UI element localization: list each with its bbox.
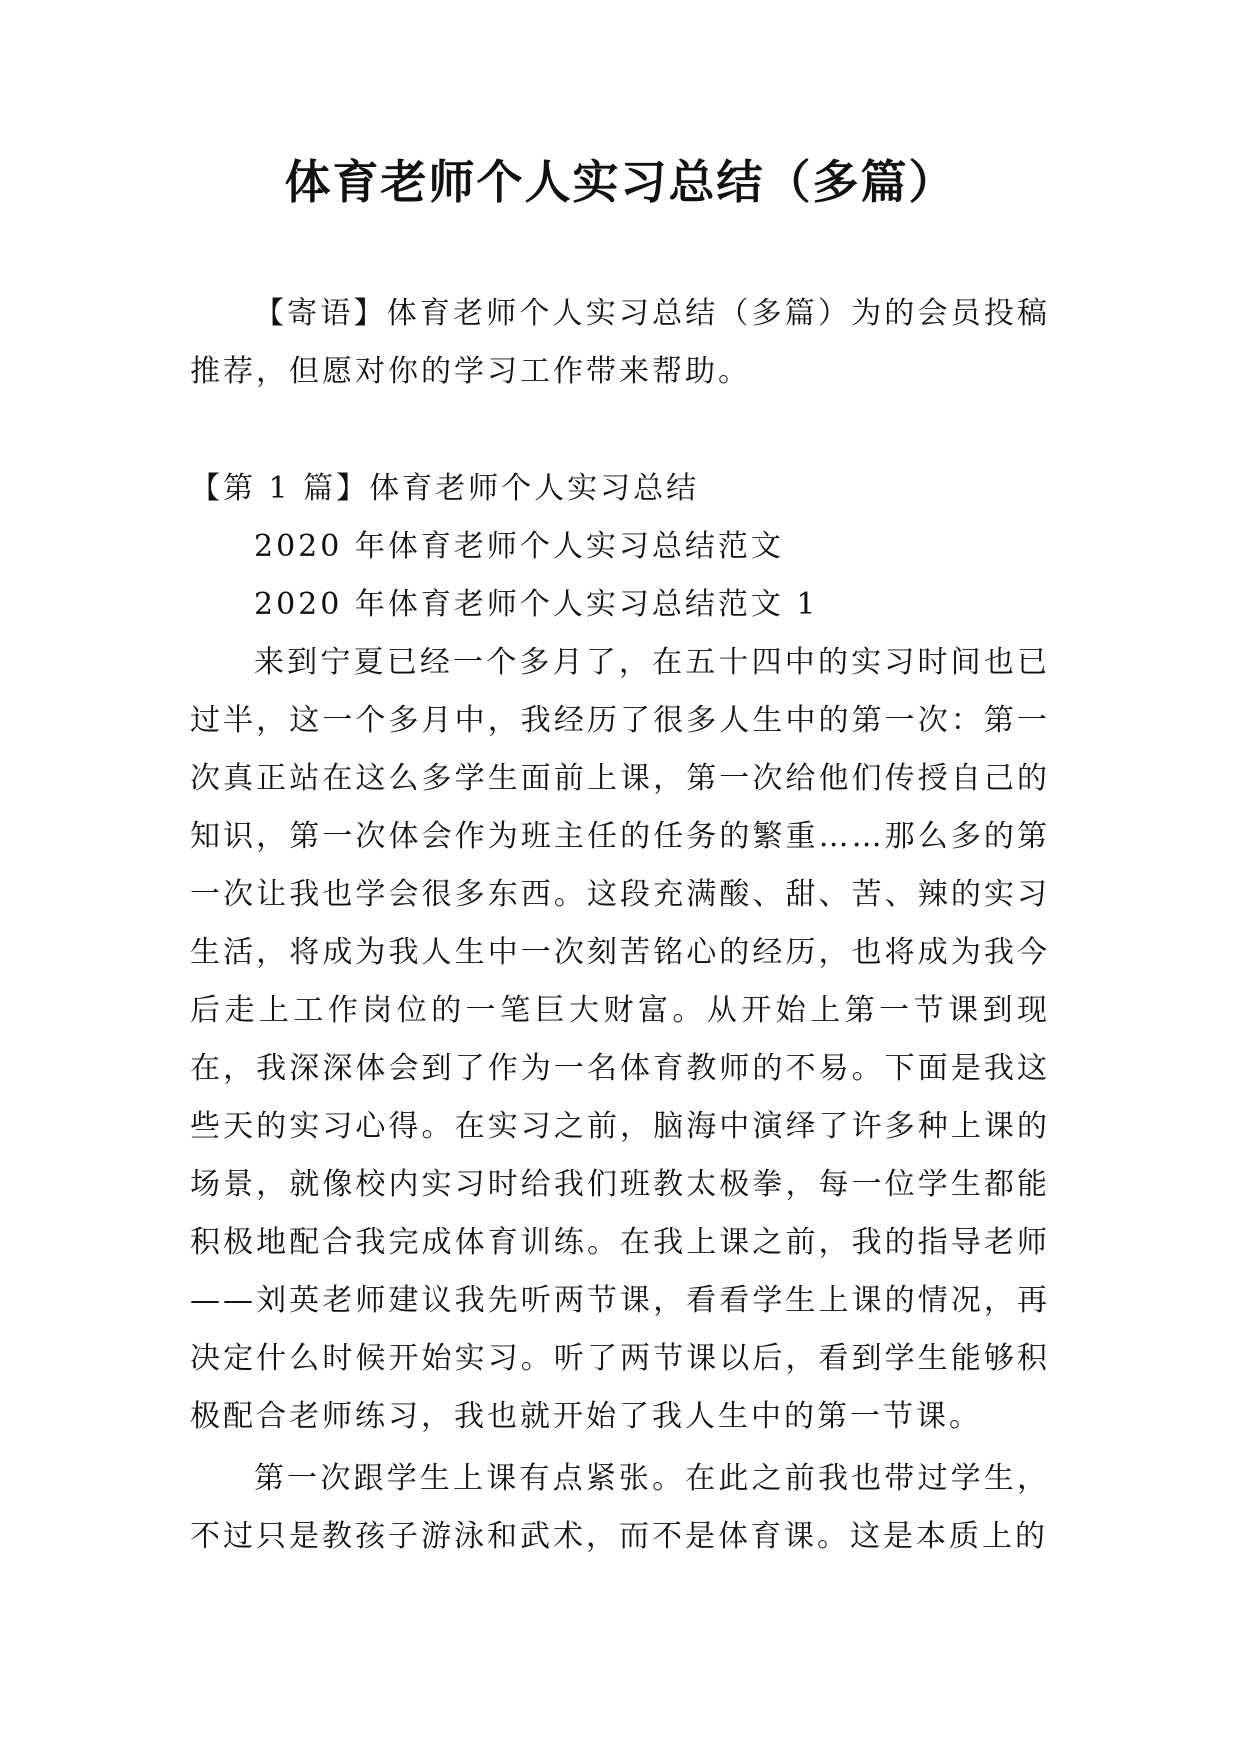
body-paragraph-2: 第一次跟学生上课有点紧张。在此之前我也带过学生，不过只是教孩子游泳和武术，而不是体育课。这是本质上的: [190, 1461, 1050, 1554]
subheading-2: 2020 年体育老师个人实习总结范文 1: [254, 587, 819, 622]
section-heading: 【第 1 篇】体育老师个人实习总结: [190, 471, 700, 506]
subheading-1: 2020 年体育老师个人实习总结范文: [254, 529, 784, 564]
intro-paragraph: 【寄语】体育老师个人实习总结（多篇）为的会员投稿推荐，但愿对你的学习工作带来帮助。: [190, 296, 1050, 389]
document-title: 体育老师个人实习总结（多篇）: [284, 155, 957, 209]
body-paragraph-1: 来到宁夏已经一个多月了，在五十四中的实习时间也已过半，这一个多月中，我经历了很多人生中的第一次：第一次真正站在这么多学生面前上课，第一次给他们传授自己的知识，第一次体会作为班主任的任务的繁重……那么多的第一次让我也学会很多东西。这段充满酸、甜、苦、辣的实习生活，将成为我人生中一次刻苦铭心的经历，也将成为我今后走上工作岗位的一笔巨大财富。从开始上第一节课到现在，我深深体会到了作为一名体育教师的不易。下面是我这些天的实习心得。在实习之前，脑海中演绎了许多种上课的场景，就像校内实习时给我们班教太极拳，每一位学生都能积极地配合我完成体育训练。在我上课之前，我的指导老师——刘英老师建议我先听两节课，看看学生上课的情况，再决定什么时候开始实习。听了两节课以后，看到学生能够积极配合老师练习，我也就开始了我人生中的第一节课。: [190, 645, 1050, 1434]
